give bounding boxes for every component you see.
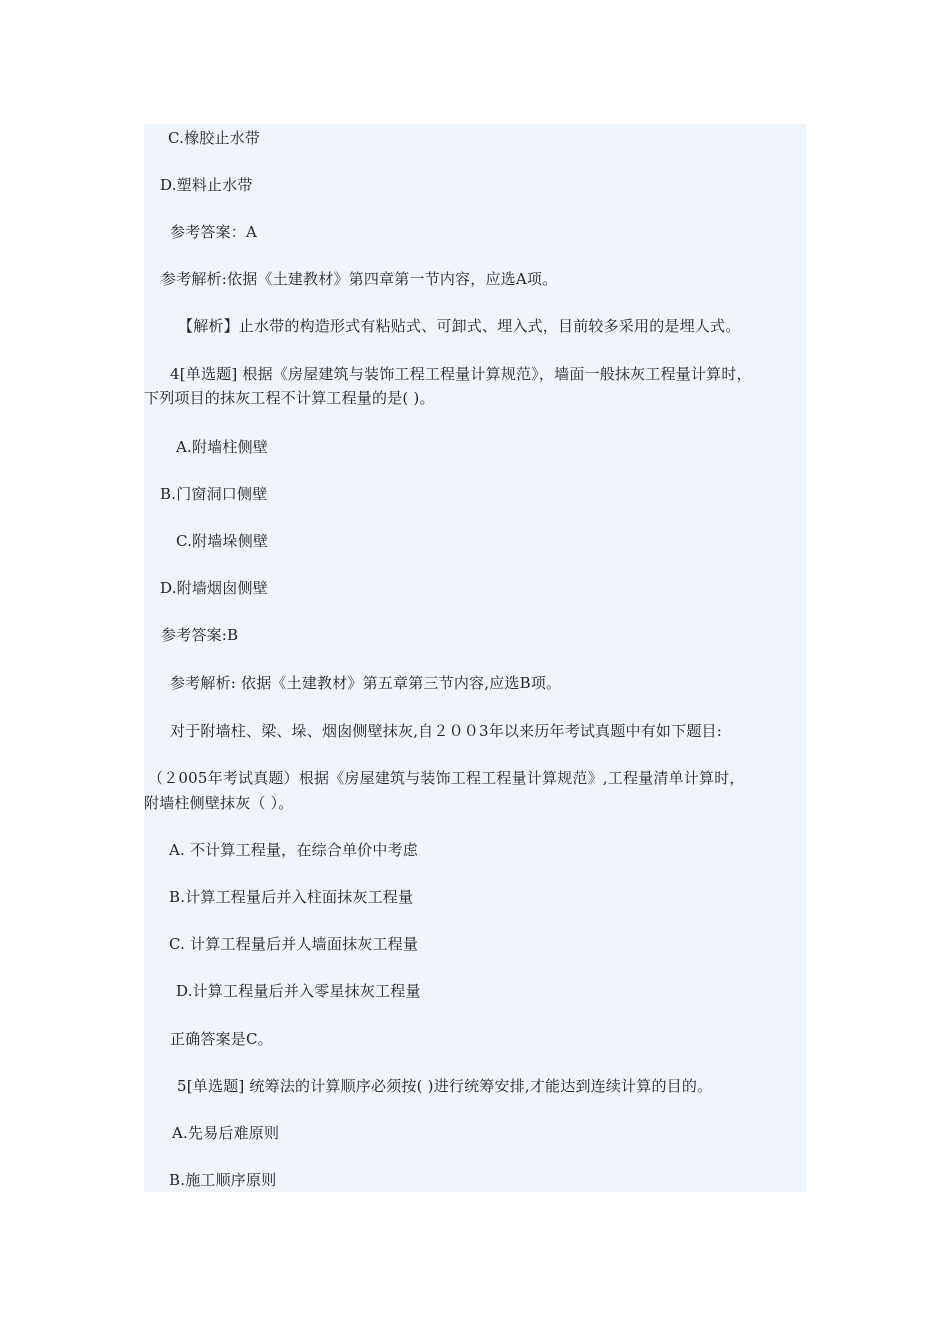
option-b-2005: B.计算工程量后并入柱面抹灰工程量 [169, 888, 414, 906]
answer-q4: 参考答案:B [161, 626, 239, 644]
analysis-q3: 【解析】止水带的构造形式有粘贴式、可卸式、埋入式，目前较多采用的是埋人式。 [178, 317, 741, 335]
exam-question-2005-line2: 附墙柱侧壁抹灰（ ）。 [144, 794, 294, 812]
option-d-2005: D.计算工程量后并入零星抹灰工程量 [176, 982, 421, 1000]
content-panel [144, 124, 806, 1192]
option-b-q4: B.门窗洞口侧壁 [160, 485, 268, 503]
option-d-q4: D.附墙烟囱侧壁 [160, 579, 268, 597]
option-c-2005: C. 计算工程量后并人墙面抹灰工程量 [169, 935, 419, 953]
explanation-q4: 参考解析: 依据《土建教材》第五章第三节内容,应选B项。 [170, 674, 562, 692]
option-c-q4: C.附墙垛侧壁 [176, 532, 269, 550]
exam-question-2005-line1: （２005年考试真题）根据《房屋建筑与装饰工程工程量计算规范》,工程量清单计算时， [148, 769, 745, 787]
option-a-q4: A.附墙柱侧壁 [176, 438, 269, 456]
exam-history-intro: 对于附墙柱、梁、垛、烟囱侧壁抹灰,自２００3年以来历年考试真题中有如下题目: [170, 722, 722, 740]
answer-q3: 参考答案：A [170, 223, 258, 241]
question-4-line2: 下列项目的抹灰工程不计算工程量的是( )。 [144, 389, 435, 407]
question-4-line1: 4[单选题] 根据《房屋建筑与装饰工程工程量计算规范》，墙面一般抹灰工程量计算时， [170, 365, 752, 383]
option-d-plastic-waterstop: D.塑料止水带 [160, 176, 253, 194]
option-b-q5: B.施工顺序原则 [169, 1171, 277, 1189]
option-a-q5: A.先易后难原则 [172, 1124, 280, 1142]
correct-answer-2005: 正确答案是C。 [170, 1030, 273, 1048]
option-c-rubber-waterstop: C.橡胶止水带 [168, 129, 261, 147]
question-5: 5[单选题] 统筹法的计算顺序必须按( )进行统筹安排,才能达到连续计算的目的。 [177, 1077, 713, 1095]
explanation-q3: 参考解析:依据《土建教材》第四章第一节内容，应选A项。 [161, 270, 558, 288]
option-a-2005: A. 不计算工程量，在综合单价中考虑 [169, 841, 418, 859]
